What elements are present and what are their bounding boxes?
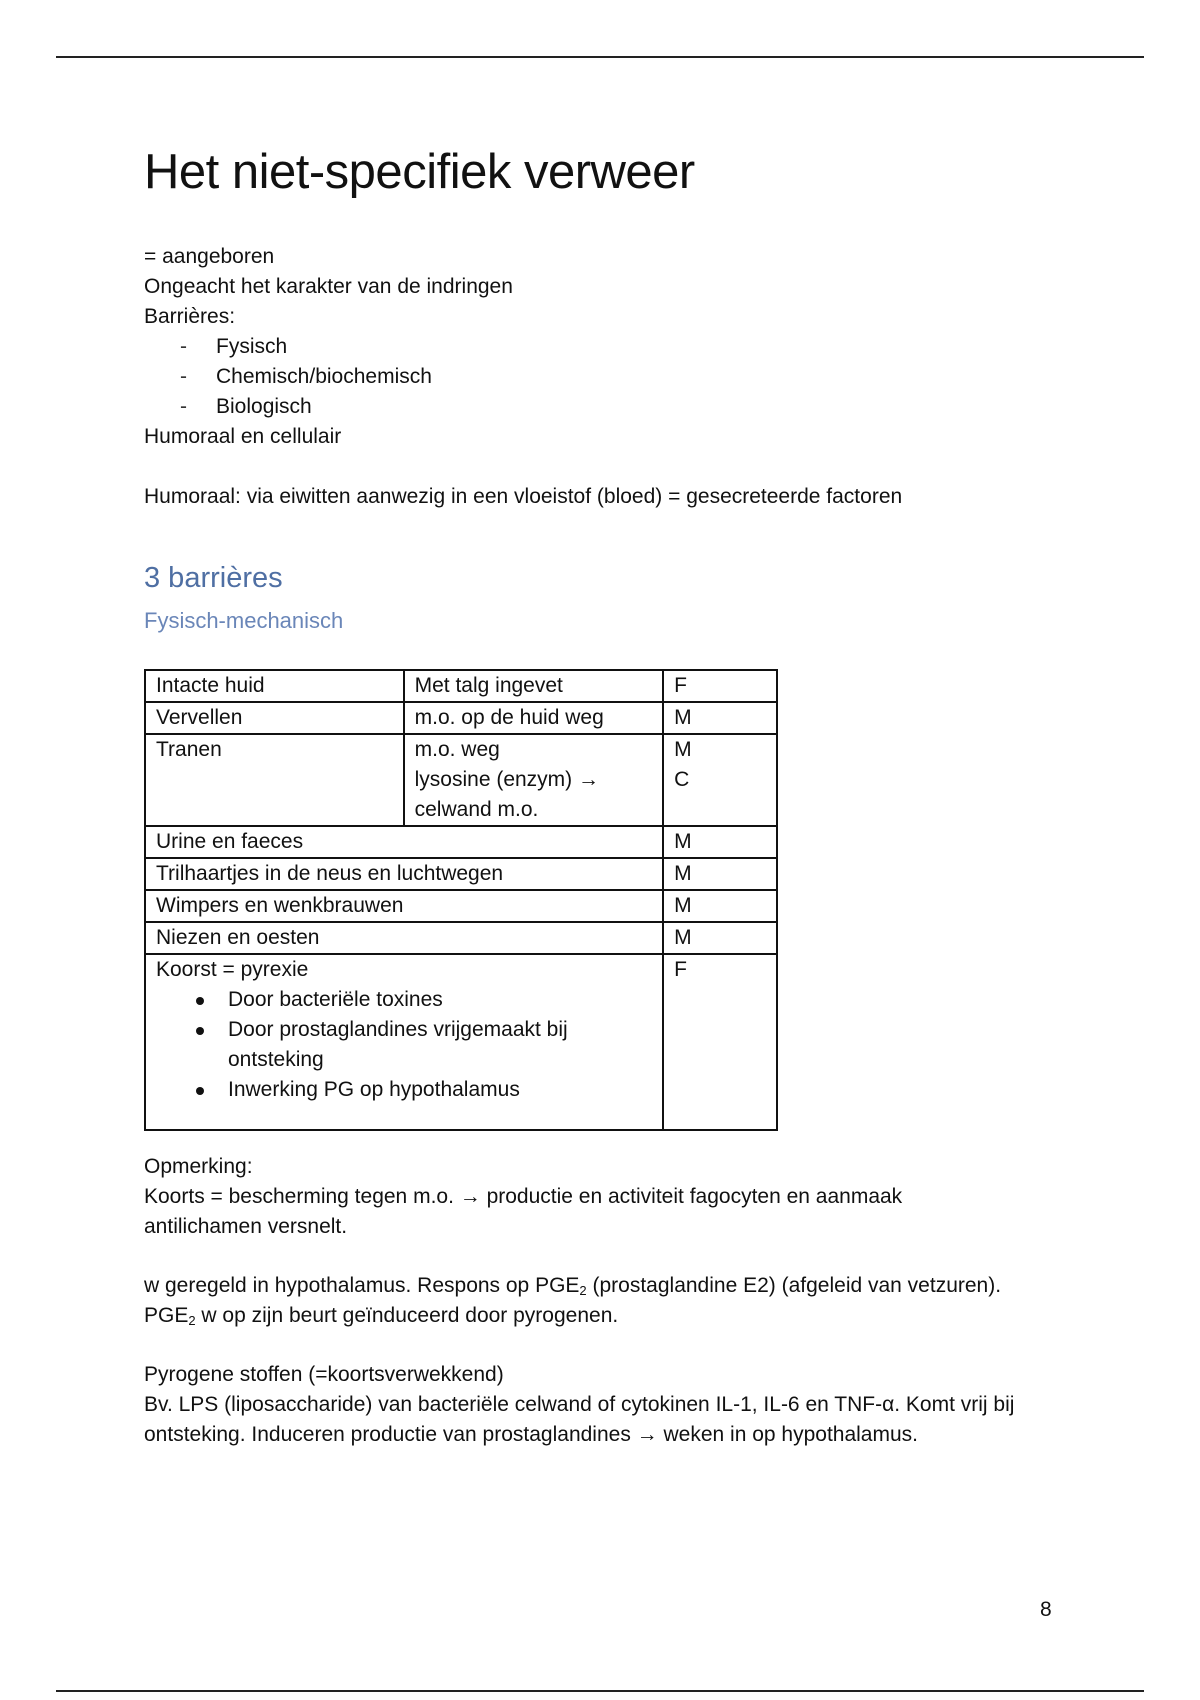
intro-line: Humoraal en cellulair [144, 425, 342, 448]
table-row [145, 922, 777, 954]
page-title: Het niet-specifiek verweer [144, 145, 695, 199]
remark-label: Opmerking: [144, 1155, 253, 1178]
list-item: Inwerking PG op hypothalamus [192, 1075, 652, 1105]
intro-line: Ongeacht het karakter van de indringen [144, 275, 513, 298]
table-cell: M [663, 922, 777, 954]
list-item: - Chemisch/biochemisch [180, 362, 902, 392]
pge-line [144, 1271, 1064, 1301]
barrier-type-list [144, 332, 902, 422]
cell-line: m.o. weg [414, 738, 500, 761]
table-row [145, 734, 777, 826]
subscript: 2 [188, 1313, 196, 1328]
table-row [145, 826, 777, 858]
table-cell: Wimpers en wenkbrauwen [145, 890, 663, 922]
pyrogen-title: Pyrogene stoffen (=koortsverwekkend) [144, 1363, 504, 1386]
intro-line: Barrières: [144, 305, 236, 328]
header-rule [56, 56, 1144, 58]
table-row [145, 890, 777, 922]
section-heading: 3 barrières [144, 562, 283, 594]
section-subheading: Fysisch-mechanisch [144, 608, 344, 633]
table-cell: Urine en faeces [145, 826, 663, 858]
table-cell: M [663, 826, 777, 858]
table-cell: F [663, 670, 777, 702]
page-number: 8 [1040, 1598, 1052, 1621]
pyrogen-text: Bv. LPS (liposaccharide) van bacteriële celwand of cytokinen IL-1, IL-6 en TNF-α. Komt vrij bij ontsteking. Induceren productie van prostaglandines → weken in op hypothalamus. [144, 1393, 1015, 1446]
table-cell: M [663, 702, 777, 734]
table-cell: Niezen en oesten [145, 922, 663, 954]
cell-line: C [674, 768, 690, 791]
remark-text: Koorts = bescherming tegen m.o. → productie en activiteit fagocyten en aanmaak antilichamen versnelt. [144, 1185, 903, 1238]
table-cell [145, 954, 663, 1130]
table-cell: Tranen [145, 734, 404, 826]
table-cell: Vervellen [145, 702, 404, 734]
list-item: - Biologisch [180, 392, 902, 422]
table-cell [663, 734, 777, 826]
table-cell: F [663, 954, 777, 1130]
table-row [145, 702, 777, 734]
table-row [145, 858, 777, 890]
cell-line: celwand m.o. [414, 798, 539, 821]
footer-rule [56, 1690, 1144, 1692]
list-item: Door bacteriële toxines [192, 985, 652, 1015]
notes-block [144, 1152, 1064, 1450]
cell-line: lysosine (enzym) → [414, 768, 600, 791]
pge-text: PGE [144, 1304, 189, 1327]
table-cell: M [663, 858, 777, 890]
cell-line: Koorst = pyrexie [156, 958, 309, 981]
cell-line: M [674, 738, 692, 761]
table-cell: Met talg ingevet [404, 670, 664, 702]
barrier-table [144, 669, 778, 1131]
table-cell: Intacte huid [145, 670, 404, 702]
pge-text: w op zijn beurt geïnduceerd door pyrogenen. [195, 1304, 619, 1327]
pge-line [144, 1301, 1064, 1331]
subscript: 2 [579, 1283, 587, 1298]
table-cell: Trilhaartjes in de neus en luchtwegen [145, 858, 663, 890]
list-item: Door prostaglandines vrijgemaakt bij ontsteking [192, 1015, 588, 1075]
table-cell: M [663, 890, 777, 922]
table-row [145, 954, 777, 1130]
table-cell [404, 734, 664, 826]
pge-text: (prostaglandine E2) (afgeleid van vetzuren). [586, 1274, 1002, 1297]
humoral-definition: Humoraal: via eiwitten aanwezig in een vloeistof (bloed) = gesecreteerde factoren [144, 485, 903, 508]
intro-line: = aangeboren [144, 245, 275, 268]
fever-cause-list [156, 985, 652, 1105]
table-cell: m.o. op de huid weg [404, 702, 664, 734]
pge-text: w geregeld in hypothalamus. Respons op PGE [144, 1274, 580, 1297]
list-item: - Fysisch [180, 332, 902, 362]
table-row [145, 670, 777, 702]
intro-block [144, 242, 902, 512]
